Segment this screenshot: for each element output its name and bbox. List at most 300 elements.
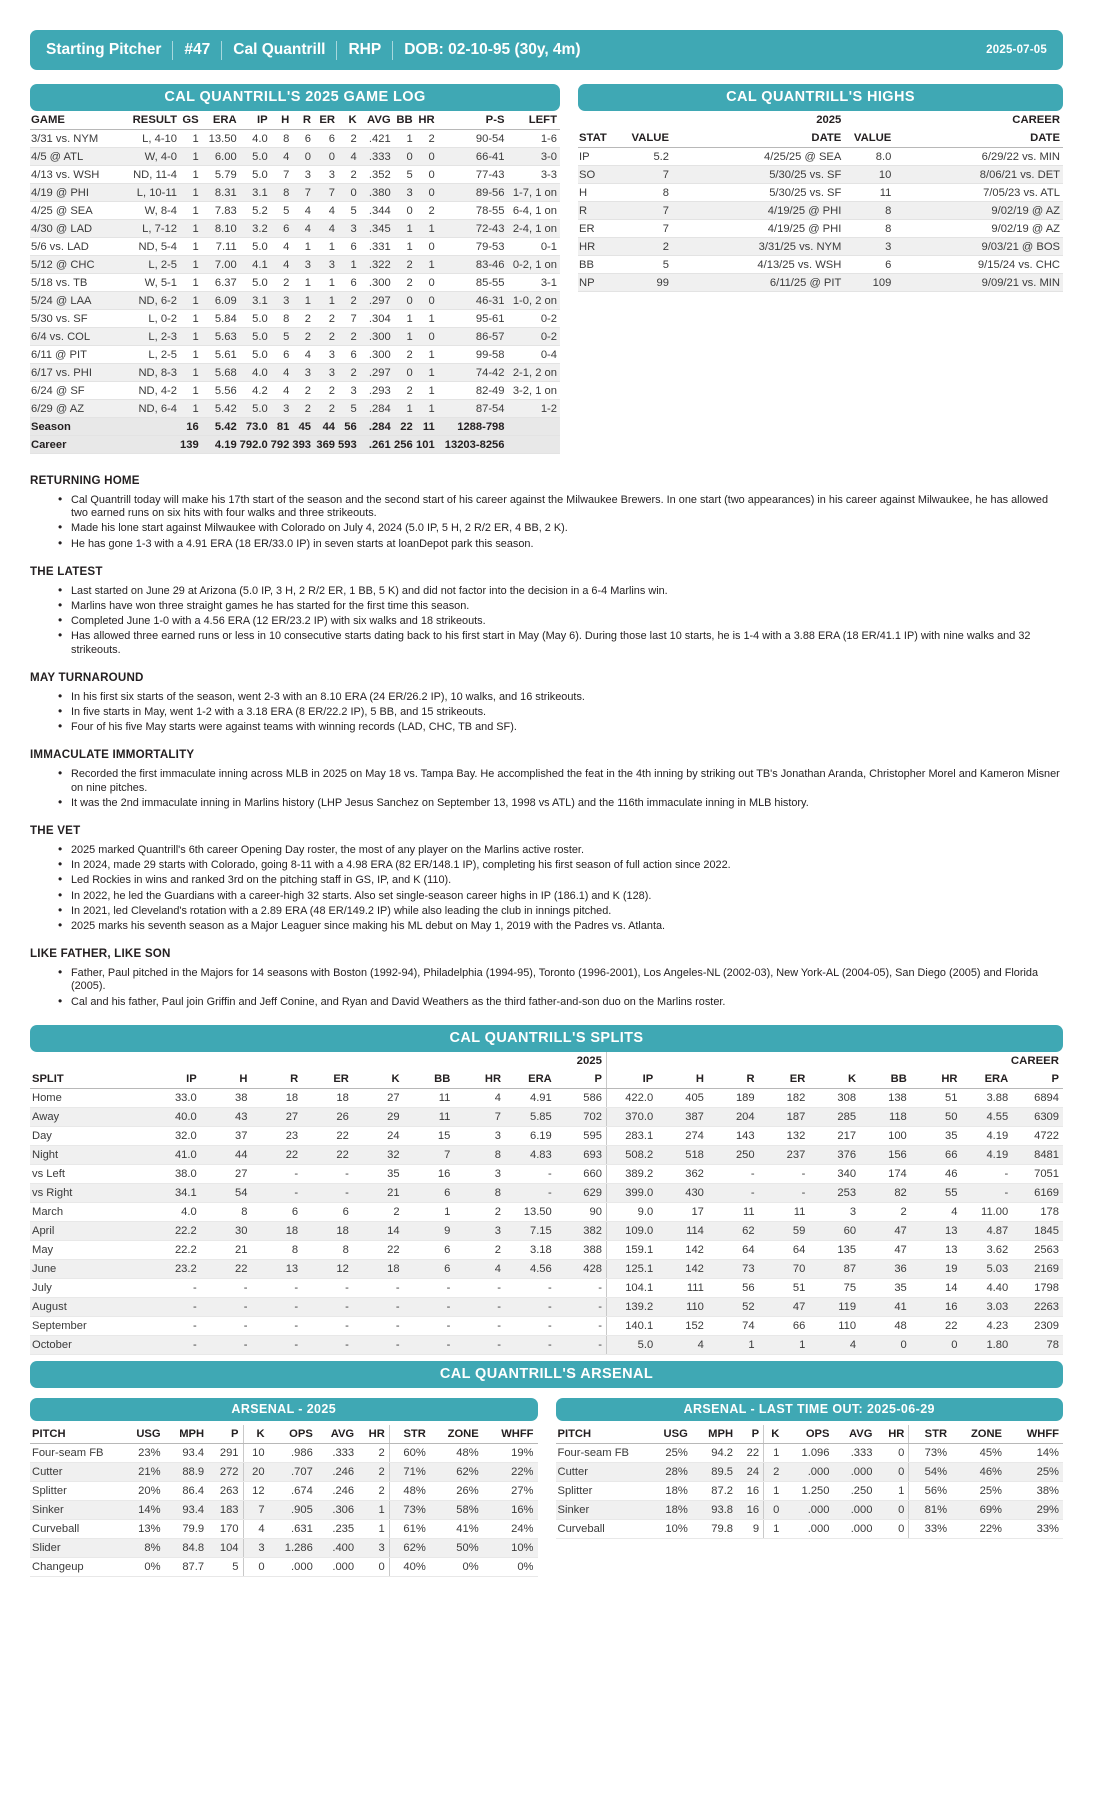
table-cell: .421	[360, 130, 394, 148]
column-header-er: ER	[759, 1070, 810, 1089]
report-date: 2025-07-05	[986, 44, 1047, 56]
table-cell: ND, 8-3	[118, 364, 180, 382]
table-cell: July	[30, 1278, 150, 1297]
table-cell: 35	[353, 1164, 404, 1183]
notes-heading: IMMACULATE IMMORTALITY	[30, 748, 195, 762]
table-cell: 13%	[122, 1519, 165, 1538]
table-cell: 389.2	[606, 1164, 657, 1183]
table-cell: 58%	[430, 1500, 483, 1519]
table-cell: 3	[454, 1221, 505, 1240]
table-cell: 629	[556, 1183, 607, 1202]
column-header-bb: BB	[394, 111, 416, 130]
table-cell: 9.0	[606, 1202, 657, 1221]
table-cell: 7	[271, 166, 293, 184]
table-cell: 45%	[951, 1443, 1006, 1462]
table-cell: 23.2	[150, 1259, 201, 1278]
table-cell: 38.0	[150, 1164, 201, 1183]
table-cell: 6	[271, 220, 293, 238]
table-cell: 22	[302, 1145, 353, 1164]
table-row	[30, 346, 560, 364]
table-cell: 101	[416, 436, 438, 454]
table-cell: 21	[353, 1183, 404, 1202]
table-cell: Season	[30, 418, 118, 436]
table-cell: .000	[783, 1519, 833, 1538]
table-cell: 77-43	[438, 166, 508, 184]
table-cell: 5.84	[202, 310, 240, 328]
table-cell: 13.50	[202, 130, 240, 148]
table-cell: -	[201, 1335, 252, 1354]
table-cell: 28%	[648, 1462, 692, 1481]
column-header-p: P	[1012, 1070, 1063, 1089]
gamelog-header-row	[30, 111, 560, 130]
table-cell: 7.15	[505, 1221, 556, 1240]
table-cell: 4/5 @ ATL	[30, 148, 118, 166]
table-cell: 66	[759, 1316, 810, 1335]
table-cell: 74	[708, 1316, 759, 1335]
table-cell: 9	[737, 1519, 764, 1538]
table-cell: 422.0	[606, 1088, 657, 1107]
table-cell: 46%	[951, 1462, 1006, 1481]
table-cell: 6309	[1012, 1107, 1063, 1126]
table-cell: 1	[180, 220, 202, 238]
table-cell: 8	[302, 1240, 353, 1259]
list-item: • Has allowed three earned runs or less in 10 consecutive starts dating back to his first start in May (May 6). During those last 10 starts, he is 1-4 with a 3.88 ERA (18 ER/41.1 IP) with nine walks and 32 strikeouts.	[58, 630, 1063, 656]
table-cell: -	[759, 1164, 810, 1183]
table-cell: vs Left	[30, 1164, 150, 1183]
column-header-pitch: PITCH	[30, 1425, 122, 1444]
table-cell: 1	[394, 238, 416, 256]
table-cell: 18%	[648, 1481, 692, 1500]
table-cell: 5.63	[202, 328, 240, 346]
table-cell: 274	[657, 1126, 708, 1145]
table-cell: -	[404, 1316, 455, 1335]
table-cell: 20	[243, 1462, 269, 1481]
notes-heading: THE VET	[30, 824, 81, 838]
table-cell: BB	[578, 256, 622, 274]
table-cell: 66	[911, 1145, 962, 1164]
table-cell: 2	[394, 346, 416, 364]
list-item: • In five starts in May, went 1-2 with a 3.18 ERA (8 ER/22.2 IP), 5 BB, and 15 strikeouts.	[58, 706, 1063, 719]
table-cell: 6	[844, 256, 894, 274]
table-cell: 217	[809, 1126, 860, 1145]
table-cell: 0	[394, 364, 416, 382]
table-cell: 1	[180, 364, 202, 382]
table-cell: 1-6	[508, 130, 561, 148]
table-cell: 2	[416, 202, 438, 220]
table-cell: 23	[251, 1126, 302, 1145]
table-cell: .333	[317, 1443, 358, 1462]
table-cell: 132	[759, 1126, 810, 1145]
notes-heading: RETURNING HOME	[30, 474, 140, 487]
list-item: • In 2021, led Cleveland's rotation with a 2.89 ERA (48 ER/149.2 IP) while also leading the club in innings pitched.	[58, 905, 1063, 918]
table-cell: W, 8-4	[118, 202, 180, 220]
table-cell: 2	[338, 130, 360, 148]
table-cell: 204	[708, 1107, 759, 1126]
table-cell: 6/24 @ SF	[30, 382, 118, 400]
table-cell: 22%	[483, 1462, 538, 1481]
table-cell: 3.1	[240, 292, 271, 310]
table-cell: 18	[251, 1221, 302, 1240]
table-cell: 4.0	[150, 1202, 201, 1221]
table-cell: 18	[353, 1259, 404, 1278]
table-cell: -	[505, 1183, 556, 1202]
table-cell: 4.55	[962, 1107, 1013, 1126]
notes-list	[58, 844, 1063, 933]
table-cell: 1	[394, 220, 416, 238]
table-cell: Career	[30, 436, 118, 454]
column-header-r: R	[708, 1070, 759, 1089]
table-cell: 27	[201, 1164, 252, 1183]
table-cell: 25%	[1006, 1462, 1063, 1481]
table-cell: Four-seam FB	[556, 1443, 648, 1462]
table-cell: 72-43	[438, 220, 508, 238]
table-cell: 5	[271, 202, 293, 220]
table-cell: 5	[338, 400, 360, 418]
table-cell: 4/19/25 @ PHI	[672, 202, 844, 220]
table-cell: .246	[317, 1481, 358, 1500]
table-cell: 2	[314, 382, 338, 400]
table-cell: .306	[317, 1500, 358, 1519]
table-cell: 1	[180, 184, 202, 202]
table-row	[30, 292, 560, 310]
table-cell: 4	[271, 256, 293, 274]
notes-list	[58, 494, 1063, 551]
table-cell: 64	[759, 1240, 810, 1259]
column-header-left: LEFT	[508, 111, 561, 130]
table-cell: 4/13/25 vs. WSH	[672, 256, 844, 274]
table-cell: 56%	[909, 1481, 951, 1500]
table-cell: 2	[314, 400, 338, 418]
table-row	[30, 436, 560, 454]
table-cell: .380	[360, 184, 394, 202]
column-header-whff: WHFF	[1006, 1425, 1063, 1444]
gamelog-table	[30, 111, 560, 454]
table-cell: 5/30/25 vs. SF	[672, 184, 844, 202]
list-item: • Marlins have won three straight games he has started for the first time this season.	[58, 600, 1063, 613]
table-cell: 27%	[483, 1481, 538, 1500]
table-cell: .000	[833, 1462, 876, 1481]
table-row	[30, 1335, 1063, 1354]
table-cell: Away	[30, 1107, 150, 1126]
column-header-avg: AVG	[833, 1425, 876, 1444]
table-cell: 152	[657, 1316, 708, 1335]
table-cell: Four-seam FB	[30, 1443, 122, 1462]
table-cell: .235	[317, 1519, 358, 1538]
table-cell: 0	[338, 184, 360, 202]
table-cell: 0	[358, 1557, 389, 1576]
list-item: • Made his lone start against Milwaukee with Colorado on July 4, 2024 (5.0 IP, 5 H, 2 R/2 ER, 4 BB, 2 K).	[58, 522, 1063, 535]
table-cell: 5.79	[202, 166, 240, 184]
table-cell: 6	[338, 238, 360, 256]
table-cell: 4	[911, 1202, 962, 1221]
table-cell: 78	[1012, 1335, 1063, 1354]
table-row	[578, 148, 1063, 166]
table-cell: 263	[208, 1481, 243, 1500]
table-cell: 3/31/25 vs. NYM	[672, 238, 844, 256]
table-row	[556, 1500, 1064, 1519]
table-cell: 387	[657, 1107, 708, 1126]
table-cell: 405	[657, 1088, 708, 1107]
table-cell: .293	[360, 382, 394, 400]
table-cell: 110	[809, 1316, 860, 1335]
table-cell: 1	[394, 310, 416, 328]
table-cell: April	[30, 1221, 150, 1240]
table-cell: 11	[708, 1202, 759, 1221]
table-cell: 237	[759, 1145, 810, 1164]
table-cell: .284	[360, 400, 394, 418]
player-identity	[46, 41, 592, 60]
column-header-hr: HR	[454, 1070, 505, 1089]
table-cell: 170	[208, 1519, 243, 1538]
table-cell: 660	[556, 1164, 607, 1183]
table-cell: ND, 6-4	[118, 400, 180, 418]
table-cell: 56	[708, 1278, 759, 1297]
table-cell: 11	[844, 184, 894, 202]
table-cell: 61%	[389, 1519, 430, 1538]
table-cell	[118, 436, 180, 454]
table-cell: 41.0	[150, 1145, 201, 1164]
table-cell: 89.5	[692, 1462, 737, 1481]
table-row	[30, 238, 560, 256]
table-cell: 4/30 @ LAD	[30, 220, 118, 238]
table-cell: 0	[764, 1500, 784, 1519]
table-cell: 88.9	[165, 1462, 209, 1481]
table-cell: 78-55	[438, 202, 508, 220]
table-cell: 283.1	[606, 1126, 657, 1145]
table-cell: 12	[302, 1259, 353, 1278]
table-row	[30, 1462, 538, 1481]
table-cell: 100	[860, 1126, 911, 1145]
table-cell: 1	[314, 292, 338, 310]
notes-heading: LIKE FATHER, LIKE SON	[30, 947, 171, 961]
list-item: • 2025 marks his seventh season as a Major Leaguer since making his ML debut on May 1, 2019 with the Padres vs. Atlanta.	[58, 920, 1063, 933]
table-row	[30, 1538, 538, 1557]
table-cell: 4	[292, 202, 314, 220]
table-cell: 1	[180, 292, 202, 310]
player-throwing-hand: RHP	[348, 41, 382, 58]
table-cell: 1.096	[783, 1443, 833, 1462]
table-cell: 4.0	[240, 364, 271, 382]
table-cell: 16	[404, 1164, 455, 1183]
table-cell: 7.83	[202, 202, 240, 220]
table-cell: 1.80	[962, 1335, 1013, 1354]
table-cell: 7/05/23 vs. ATL	[894, 184, 1063, 202]
table-cell: 1	[180, 274, 202, 292]
table-cell: 159.1	[606, 1240, 657, 1259]
table-cell: 16	[180, 418, 202, 436]
table-cell: -	[454, 1316, 505, 1335]
table-cell: 54%	[909, 1462, 951, 1481]
table-cell: -	[505, 1316, 556, 1335]
column-header-h: H	[201, 1070, 252, 1089]
arsenal-season-header-row	[30, 1425, 538, 1444]
table-cell: .284	[360, 418, 394, 436]
list-item: • In 2024, made 29 starts with Colorado, going 8-11 with a 4.98 ERA (82 ER/148.1 IP), completing his first season of full action since 2022.	[58, 859, 1063, 872]
table-cell: 79.9	[165, 1519, 209, 1538]
table-cell: -	[556, 1297, 607, 1316]
table-cell: 2	[314, 328, 338, 346]
table-cell: 4.1	[240, 256, 271, 274]
table-cell: .300	[360, 274, 394, 292]
table-cell: -	[556, 1316, 607, 1335]
table-cell: 187	[759, 1107, 810, 1126]
table-cell: -	[251, 1297, 302, 1316]
table-cell: 3	[809, 1202, 860, 1221]
table-row	[578, 238, 1063, 256]
table-cell: 13	[911, 1221, 962, 1240]
table-cell: Night	[30, 1145, 150, 1164]
table-cell: 0-2	[508, 310, 561, 328]
table-cell: 46-31	[438, 292, 508, 310]
column-header-bb: BB	[404, 1070, 455, 1089]
table-cell: 3	[271, 292, 293, 310]
table-cell: 51	[911, 1088, 962, 1107]
table-cell: 35	[911, 1126, 962, 1145]
table-cell: 13	[911, 1240, 962, 1259]
table-cell: 3.62	[962, 1240, 1013, 1259]
table-cell: 25%	[951, 1481, 1006, 1500]
table-cell: 21%	[122, 1462, 165, 1481]
table-cell: 34.1	[150, 1183, 201, 1202]
table-cell: 3	[314, 364, 338, 382]
table-cell: Sinker	[30, 1500, 122, 1519]
column-header-h: H	[657, 1070, 708, 1089]
table-cell: 5.0	[240, 148, 271, 166]
table-cell: 4/19/25 @ PHI	[672, 220, 844, 238]
table-cell: .297	[360, 292, 394, 310]
table-cell: 18	[251, 1088, 302, 1107]
table-cell: 1.286	[269, 1538, 317, 1557]
table-cell: -	[302, 1278, 353, 1297]
table-cell: 23%	[122, 1443, 165, 1462]
table-cell: 8.10	[202, 220, 240, 238]
table-cell: 50	[911, 1107, 962, 1126]
table-row	[30, 310, 560, 328]
table-cell: 1	[338, 256, 360, 274]
table-cell: 1	[180, 310, 202, 328]
table-cell: 6.09	[202, 292, 240, 310]
table-cell: .250	[833, 1481, 876, 1500]
table-cell: 2	[292, 382, 314, 400]
table-cell: 62	[708, 1221, 759, 1240]
table-cell: 5.0	[240, 166, 271, 184]
table-cell: 7.00	[202, 256, 240, 274]
table-cell: 1	[292, 238, 314, 256]
table-cell: 99-58	[438, 346, 508, 364]
table-row	[30, 202, 560, 220]
table-cell: 1288-798	[438, 418, 508, 436]
table-cell: -	[454, 1297, 505, 1316]
table-cell: 44	[201, 1145, 252, 1164]
table-cell: .000	[833, 1519, 876, 1538]
table-cell: 388	[556, 1240, 607, 1259]
table-cell: 7	[243, 1500, 269, 1519]
table-cell: 70	[759, 1259, 810, 1278]
table-cell: -	[251, 1164, 302, 1183]
table-cell: 5.0	[240, 310, 271, 328]
table-cell: 8%	[122, 1538, 165, 1557]
table-cell: 87-54	[438, 400, 508, 418]
table-cell: .905	[269, 1500, 317, 1519]
notes-list	[58, 967, 1063, 1009]
table-cell: 0	[876, 1462, 908, 1481]
table-cell: 9/02/19 @ AZ	[894, 220, 1063, 238]
table-cell: 6	[292, 130, 314, 148]
table-cell: 3	[314, 346, 338, 364]
table-cell: 5/18 vs. TB	[30, 274, 118, 292]
table-cell: 26%	[430, 1481, 483, 1500]
table-cell: 5.0	[240, 346, 271, 364]
table-cell: ND, 5-4	[118, 238, 180, 256]
table-cell: 5.2	[240, 202, 271, 220]
table-cell: -	[353, 1297, 404, 1316]
table-cell: 89-56	[438, 184, 508, 202]
table-cell: 19%	[483, 1443, 538, 1462]
table-cell: 0-2, 1 on	[508, 256, 561, 274]
table-cell: 0	[292, 148, 314, 166]
table-cell: 2-1, 2 on	[508, 364, 561, 382]
table-cell: 3.1	[240, 184, 271, 202]
table-cell: IP	[578, 148, 622, 166]
table-cell: -	[505, 1297, 556, 1316]
table-cell: 4	[271, 364, 293, 382]
table-cell: .000	[269, 1557, 317, 1576]
highs-body	[578, 148, 1063, 292]
table-cell: 11	[404, 1088, 455, 1107]
table-cell: 14	[353, 1221, 404, 1240]
column-header-k: K	[809, 1070, 860, 1089]
column-header-k: K	[764, 1425, 784, 1444]
column-header-value: VALUE	[844, 129, 894, 148]
table-cell: 81	[271, 418, 293, 436]
table-cell: HR	[578, 238, 622, 256]
table-cell: -	[201, 1297, 252, 1316]
table-cell: 40%	[389, 1557, 430, 1576]
table-cell: 104.1	[606, 1278, 657, 1297]
list-item: • In 2022, he led the Guardians with a career-high 32 starts. Also set single-season career highs in IP (186.1) and K (128).	[58, 890, 1063, 903]
table-cell: 119	[809, 1297, 860, 1316]
table-cell: -	[505, 1164, 556, 1183]
splits-table	[30, 1052, 1063, 1355]
table-row	[30, 130, 560, 148]
splits-body	[30, 1088, 1063, 1354]
table-cell: August	[30, 1297, 150, 1316]
table-cell: 3	[358, 1538, 389, 1557]
table-cell: 0-4	[508, 346, 561, 364]
table-cell: 8	[251, 1240, 302, 1259]
table-cell: 3.18	[505, 1240, 556, 1259]
table-cell: 1	[416, 382, 438, 400]
table-cell: 10	[844, 166, 894, 184]
list-item: • Last started on June 29 at Arizona (5.0 IP, 3 H, 2 R/2 ER, 1 BB, 5 K) and did not factor into the decision in a 6-4 Marlins win.	[58, 585, 1063, 598]
table-cell: 16	[737, 1481, 764, 1500]
table-cell: -	[251, 1183, 302, 1202]
column-header-h: H	[271, 111, 293, 130]
table-cell: 1	[416, 400, 438, 418]
table-cell: 22	[394, 418, 416, 436]
table-cell: 55	[911, 1183, 962, 1202]
table-cell: 4	[292, 346, 314, 364]
table-cell: 1	[416, 310, 438, 328]
table-cell: 3	[292, 166, 314, 184]
table-cell: 430	[657, 1183, 708, 1202]
table-cell: 1	[180, 256, 202, 274]
table-cell: 1	[180, 130, 202, 148]
table-cell: 5.68	[202, 364, 240, 382]
table-cell: 11	[404, 1107, 455, 1126]
table-cell: -	[302, 1183, 353, 1202]
table-cell: 16	[737, 1500, 764, 1519]
